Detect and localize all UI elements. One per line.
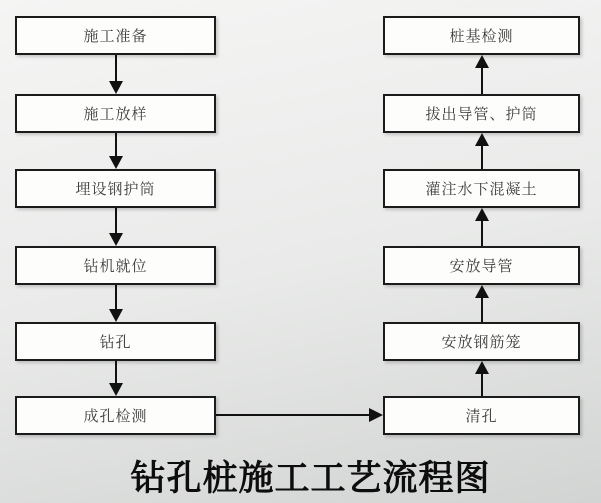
flow-step-label: 安放导管: [449, 259, 514, 275]
arrow-right-icon: [216, 408, 383, 422]
arrow-head: [475, 55, 489, 68]
flow-step-label: 施工放样: [83, 107, 148, 123]
arrow-up-icon: [475, 361, 489, 396]
arrow-down-icon: [109, 208, 123, 246]
flow-step-box-right-1: [383, 94, 580, 133]
arrow-shaft: [115, 55, 117, 82]
arrow-down-icon: [109, 133, 123, 169]
flow-step-box-left-0: [15, 16, 216, 55]
flow-step-label: 施工准备: [83, 29, 148, 45]
arrow-head: [369, 408, 383, 422]
arrow-shaft: [115, 208, 117, 234]
flow-step-label: 桩基检测: [449, 29, 514, 45]
flow-step-box-right-4: [383, 322, 580, 361]
arrow-head: [109, 156, 123, 169]
flow-step-box-left-1: [15, 94, 216, 133]
flow-step-label: 成孔检测: [83, 409, 148, 425]
arrow-shaft: [481, 373, 483, 396]
flow-step-label: 灌注水下混凝土: [425, 182, 538, 198]
flow-step-label: 安放钢筋笼: [441, 335, 522, 351]
arrow-down-icon: [109, 55, 123, 94]
arrow-up-icon: [475, 208, 489, 246]
flow-step-label: 埋设钢护筒: [75, 182, 156, 198]
arrow-shaft: [115, 361, 117, 384]
flow-step-box-right-5: [383, 396, 580, 435]
arrow-head: [109, 233, 123, 246]
arrow-shaft: [481, 297, 483, 322]
arrow-head: [475, 208, 489, 221]
arrow-head: [475, 285, 489, 298]
arrow-head: [109, 309, 123, 322]
arrow-head: [109, 383, 123, 396]
arrow-head: [475, 361, 489, 374]
flow-step-box-right-3: [383, 246, 580, 285]
flow-step-label: 钻机就位: [83, 259, 148, 275]
arrow-up-icon: [475, 285, 489, 322]
arrow-shaft: [216, 414, 371, 416]
diagram-title: 钻孔桩施工工艺流程图: [130, 459, 491, 498]
arrow-shaft: [481, 67, 483, 94]
arrow-head: [109, 81, 123, 94]
flow-step-box-left-2: [15, 169, 216, 208]
flow-step-label: 拔出导管、护筒: [425, 107, 538, 123]
arrow-head: [475, 133, 489, 146]
flow-step-box-left-3: [15, 246, 216, 285]
arrow-up-icon: [475, 133, 489, 169]
arrow-down-icon: [109, 361, 123, 396]
flow-step-box-right-2: [383, 169, 580, 208]
arrow-shaft: [115, 285, 117, 310]
arrow-shaft: [481, 145, 483, 169]
flow-step-label: 钻孔: [99, 335, 132, 351]
arrow-shaft: [115, 133, 117, 157]
arrow-up-icon: [475, 55, 489, 94]
flow-step-box-left-5: [15, 396, 216, 435]
flow-step-box-right-0: [383, 16, 580, 55]
flow-step-box-left-4: [15, 322, 216, 361]
arrow-shaft: [481, 220, 483, 246]
flow-step-label: 清孔: [465, 409, 498, 425]
arrow-down-icon: [109, 285, 123, 322]
